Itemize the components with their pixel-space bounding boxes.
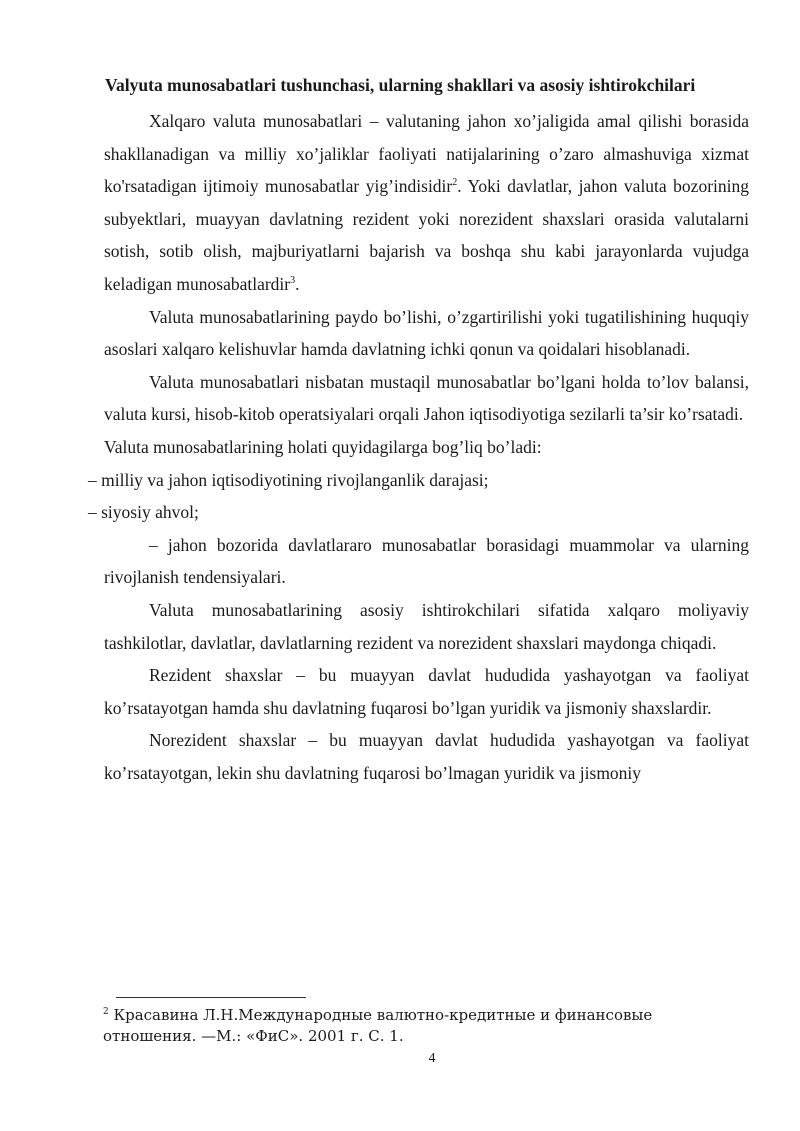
- paragraph-text: Xalqaro valuta munosabatlari – valutaning jahon xo’jaligida amal qilishi borasida shakllanadigan va milliy xo’jaliklar faoliyati natijalarining o’zaro almashuviga xizmat ko'rsatadigan ijtimoiy munosabatlar yig’indisidir: [104, 111, 749, 197]
- paragraph-list-intro: Valuta munosabatlarining holati quyidagilarga bog’liq bo’ladi:: [104, 436, 542, 457]
- footnote-ref[interactable]: 2: [452, 177, 458, 189]
- footnote-text: Красавина Л.Н.Международные валютно-кредитные и финансовые отношения. —М.: «ФиС». 2001 г. С. 1.: [103, 1006, 653, 1045]
- footnote-ref[interactable]: 3: [290, 275, 296, 287]
- paragraph-legal-basis: Valuta munosabatlarining paydo bo’lishi, o’zgartirilishi yoki tugatilishining huquqiy asoslari xalqaro kelishuvlar hamda davlatning ichki qonun va qoidalari hisoblanadi.: [104, 306, 749, 360]
- paragraph-influence: Valuta munosabatlari nisbatan mustaqil munosabatlar bo’lgani holda to’lov balansi, valuta kursi, hisob-kitob operatsiyalari orqali Jahon iqtisodiyotiga sezilarli ta’sir ko’rsatadi.: [104, 371, 749, 425]
- paragraph-nonresident: Norezident shaxslar – bu muayyan davlat hududida yashayotgan va faoliyat ko’rsatayotgan, lekin shu davlatning fuqarosi bo’lmagan yuridik va jismoniy: [104, 730, 749, 783]
- footnote: [103, 1005, 693, 1047]
- paragraph-definition: [104, 105, 749, 301]
- page-number: 4: [428, 1051, 436, 1066]
- body-text: [88, 105, 749, 789]
- list-item: – jahon bozorida davlatlararo munosabatlar borasidagi muammolar va ularning rivojlanish tendensiyalari.: [104, 534, 749, 588]
- list-item: – milliy va jahon iqtisodiyotining rivojlanganlik darajasi;: [88, 469, 489, 490]
- paragraph-text: . Yoki davlatlar, jahon valuta bozorining subyektlari, muayyan davlatning rezident yoki norezident shaxslari orasida valutalarni sotish, sotib olish, majburiyatlarni bajarish va boshqa shu kabi jarayonlarda vujudga keladigan munosabatlardir: [104, 176, 749, 294]
- list-item: – siyosiy ahvol;: [88, 502, 199, 523]
- paragraph-resident: Rezident shaxslar – bu muayyan davlat hududida yashayotgan va faoliyat ko’rsatayotgan hamda shu davlatning fuqarosi bo’lgan yuridik va jismoniy shaxslardir.: [104, 665, 749, 718]
- footnote-marker: 2: [103, 1007, 109, 1017]
- section-heading: Valyuta munosabatlari tushunchasi, ularning shakllari va asosiy ishtirokchilari: [105, 75, 696, 95]
- paragraph-text: .: [295, 273, 300, 294]
- paragraph-participants: Valuta munosabatlarining asosiy ishtirokchilari sifatida xalqaro moliyaviy tashkilotlar, davlatlar, davlatlarning rezident va norezident shaxslari maydonga chiqadi.: [104, 599, 749, 653]
- footnote-separator: [116, 997, 306, 998]
